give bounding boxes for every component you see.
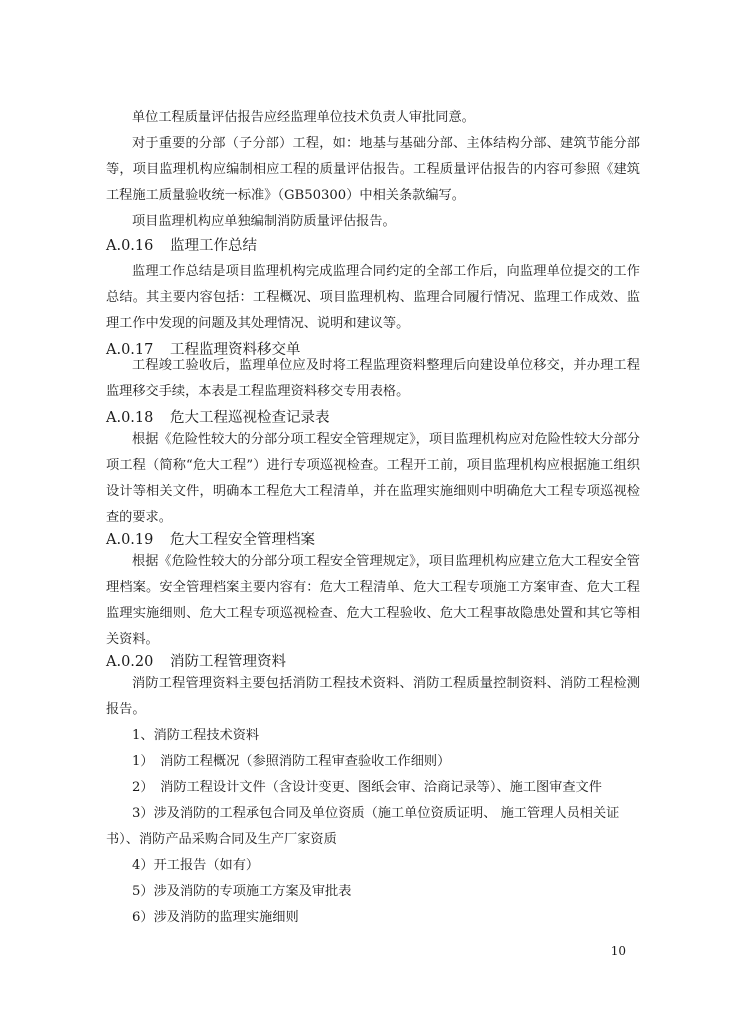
list-item: 6）涉及消防的监理实施细则 bbox=[132, 910, 299, 925]
list-item: 4）开工报告（如有） bbox=[132, 858, 260, 873]
section-body-a016: 监理工作总结是项目监理机构完成监理合同约定的全部工作后，向监理单位提交的工作总结。其主要内容包括：工程概况、项目监理机构、监理合同履行情况、监理工作成效、监理工作中发现的问题及其处理情况、说明和建议等。 bbox=[106, 264, 640, 331]
list-item: 2） 消防工程设计文件（含设计变更、图纸会审、洽商记录等）、施工图审查文件 bbox=[132, 780, 602, 795]
section-number: A.0.19 bbox=[106, 532, 154, 548]
section-title: 消防工程管理资料 bbox=[170, 654, 286, 670]
page-number: 10 bbox=[610, 944, 626, 958]
section-body-a020: 消防工程管理资料主要包括消防工程技术资料、消防工程质量控制资料、消防工程检测报告。 bbox=[106, 676, 640, 717]
section-heading-a020 bbox=[106, 651, 286, 673]
section-heading-a018 bbox=[106, 407, 330, 429]
section-number: A.0.18 bbox=[106, 410, 154, 426]
list-item: 3）涉及消防的工程承包合同及单位资质（施工单位资质证明、 施工管理人员相关证书）、消防产品采购合同及生产厂家资质 bbox=[106, 806, 620, 847]
list-item: 1、消防工程技术资料 bbox=[132, 728, 260, 743]
paragraph-subdivision-reports: 对于重要的分部（子分部）工程，如：地基与基础分部、主体结构分部、建筑节能分部等，项目监理机构应编制相应工程的质量评估报告。工程质量评估报告的内容可参照《建筑工程施工质量验收统一标准》（GB50300）中相关条款编写。 bbox=[106, 136, 640, 203]
list-item: 5）涉及消防的专项施工方案及审批表 bbox=[132, 884, 352, 899]
section-body-a017: 工程竣工验收后，监理单位应及时将工程监理资料整理后向建设单位移交，并办理工程监理移交手续，本表是工程监理资料移交专用表格。 bbox=[106, 358, 640, 399]
section-body-a018: 根据《危险性较大的分部分项工程安全管理规定》，项目监理机构应对危险性较大分部分项工程（简称“危大工程”）进行专项巡视检查。工程开工前，项目监理机构应根据施工组织设计等相关文件，明确本工程危大工程清单，并在监理实施细则中明确危大工程专项巡视检查的要求。 bbox=[106, 432, 640, 525]
paragraph-quality-approval: 单位工程质量评估报告应经监理单位技术负责人审批同意。 bbox=[132, 110, 475, 125]
section-title: 工程监理资料移交单 bbox=[170, 342, 301, 358]
section-heading-a019 bbox=[106, 529, 315, 551]
fire-documents-list bbox=[106, 723, 640, 931]
section-title: 监理工作总结 bbox=[170, 238, 257, 254]
section-number: A.0.16 bbox=[106, 238, 154, 254]
section-body-a019: 根据《危险性较大的分部分项工程安全管理规定》，项目监理机构应建立危大工程安全管理档案。安全管理档案主要内容有：危大工程清单、危大工程专项施工方案审查、危大工程监理实施细则、危大工程专项巡视检查、危大工程验收、危大工程事故隐患处置和其它等相关资料。 bbox=[106, 554, 640, 647]
section-number: A.0.17 bbox=[106, 342, 154, 358]
section-title: 危大工程安全管理档案 bbox=[170, 532, 315, 548]
paragraph-fire-report: 项目监理机构应单独编制消防质量评估报告。 bbox=[132, 214, 396, 229]
list-item: 1） 消防工程概况（参照消防工程审查验收工作细则） bbox=[132, 754, 451, 769]
section-number: A.0.20 bbox=[106, 654, 154, 670]
section-title: 危大工程巡视检查记录表 bbox=[170, 410, 330, 426]
section-heading-a016 bbox=[106, 235, 257, 257]
